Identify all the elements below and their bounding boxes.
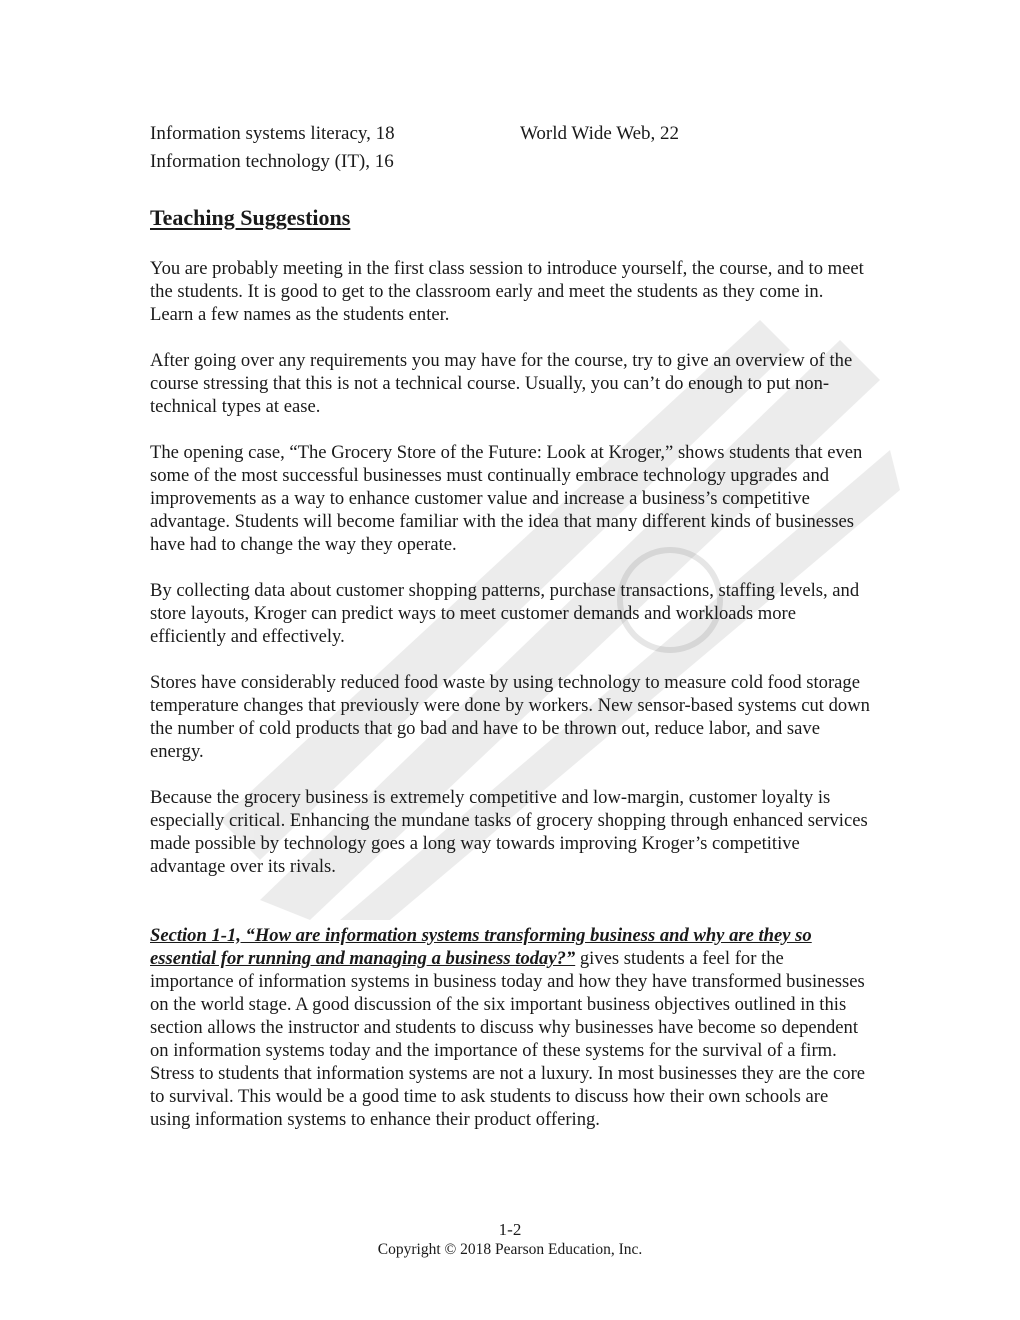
key-term: Information technology (IT), 16 [150, 151, 394, 172]
paragraph: The opening case, “The Grocery Store of the Future: Look at Kroger,” shows students that even some of the most successful businesses must continually embrace technology upgrades and improvements as a way to enhance customer value and increase a business’s competitive advantage. Students will become familiar with the idea that many different kinds of businesses have had to change the way they operate. [150, 442, 863, 555]
key-terms-right-column [520, 120, 870, 148]
key-term: Information systems literacy, 18 [150, 123, 395, 144]
section-heading: Teaching Suggestions [150, 205, 351, 230]
section-reference: Section 1-1, “How are information systems transforming business and why are they so essential for running and managing a business today?” [150, 925, 812, 969]
paragraph: You are probably meeting in the first class session to introduce yourself, the course, and to meet the students. It is good to get to the classroom early and meet the students as they come in. Learn a few names as the students enter. [150, 258, 864, 325]
page-number: 1-2 [498, 1220, 522, 1239]
section-paragraph [150, 924, 870, 1131]
paragraph: Stores have considerably reduced food waste by using technology to measure cold food storage temperature changes that previously were done by workers. New sensor-based systems cut down the number of cold products that go bad and have to be thrown out, reduce labor, and save energy. [150, 672, 870, 762]
paragraph: After going over any requirements you may have for the course, try to give an overview of the course stressing that this is not a technical course. Usually, you can’t do enough to put non-technical types at ease. [150, 350, 853, 417]
key-terms-left-column [150, 120, 510, 176]
copyright-notice: Copyright © 2018 Pearson Education, Inc. [377, 1241, 643, 1258]
body-text [150, 257, 870, 1154]
paragraph: By collecting data about customer shopping patterns, purchase transactions, staffing levels, and store layouts, Kroger can predict ways to meet customer demands and workloads more efficiently and effectively. [150, 580, 860, 647]
page-footer [0, 1220, 1020, 1260]
section-paragraph-text: gives students a feel for the importance of information systems in business today and how they have transformed businesses on the world stage. A good discussion of the six important business objectives outlined in this section allows the instructor and students to discuss why businesses have become so dependent on information systems today and the importance of these systems for the survival of a firm. Stress to students that information systems are not a luxury. In most businesses they are the core to survival. This would be a good time to ask students to discuss how their own schools are using information systems to enhance their product offering. [150, 948, 866, 1130]
paragraph: Because the grocery business is extremely competitive and low-margin, customer loyalty is especially critical. Enhancing the mundane tasks of grocery shopping through enhanced services made possible by technology goes a long way towards improving Kroger’s competitive advantage over its rivals. [150, 787, 868, 877]
key-term: World Wide Web, 22 [520, 123, 680, 144]
